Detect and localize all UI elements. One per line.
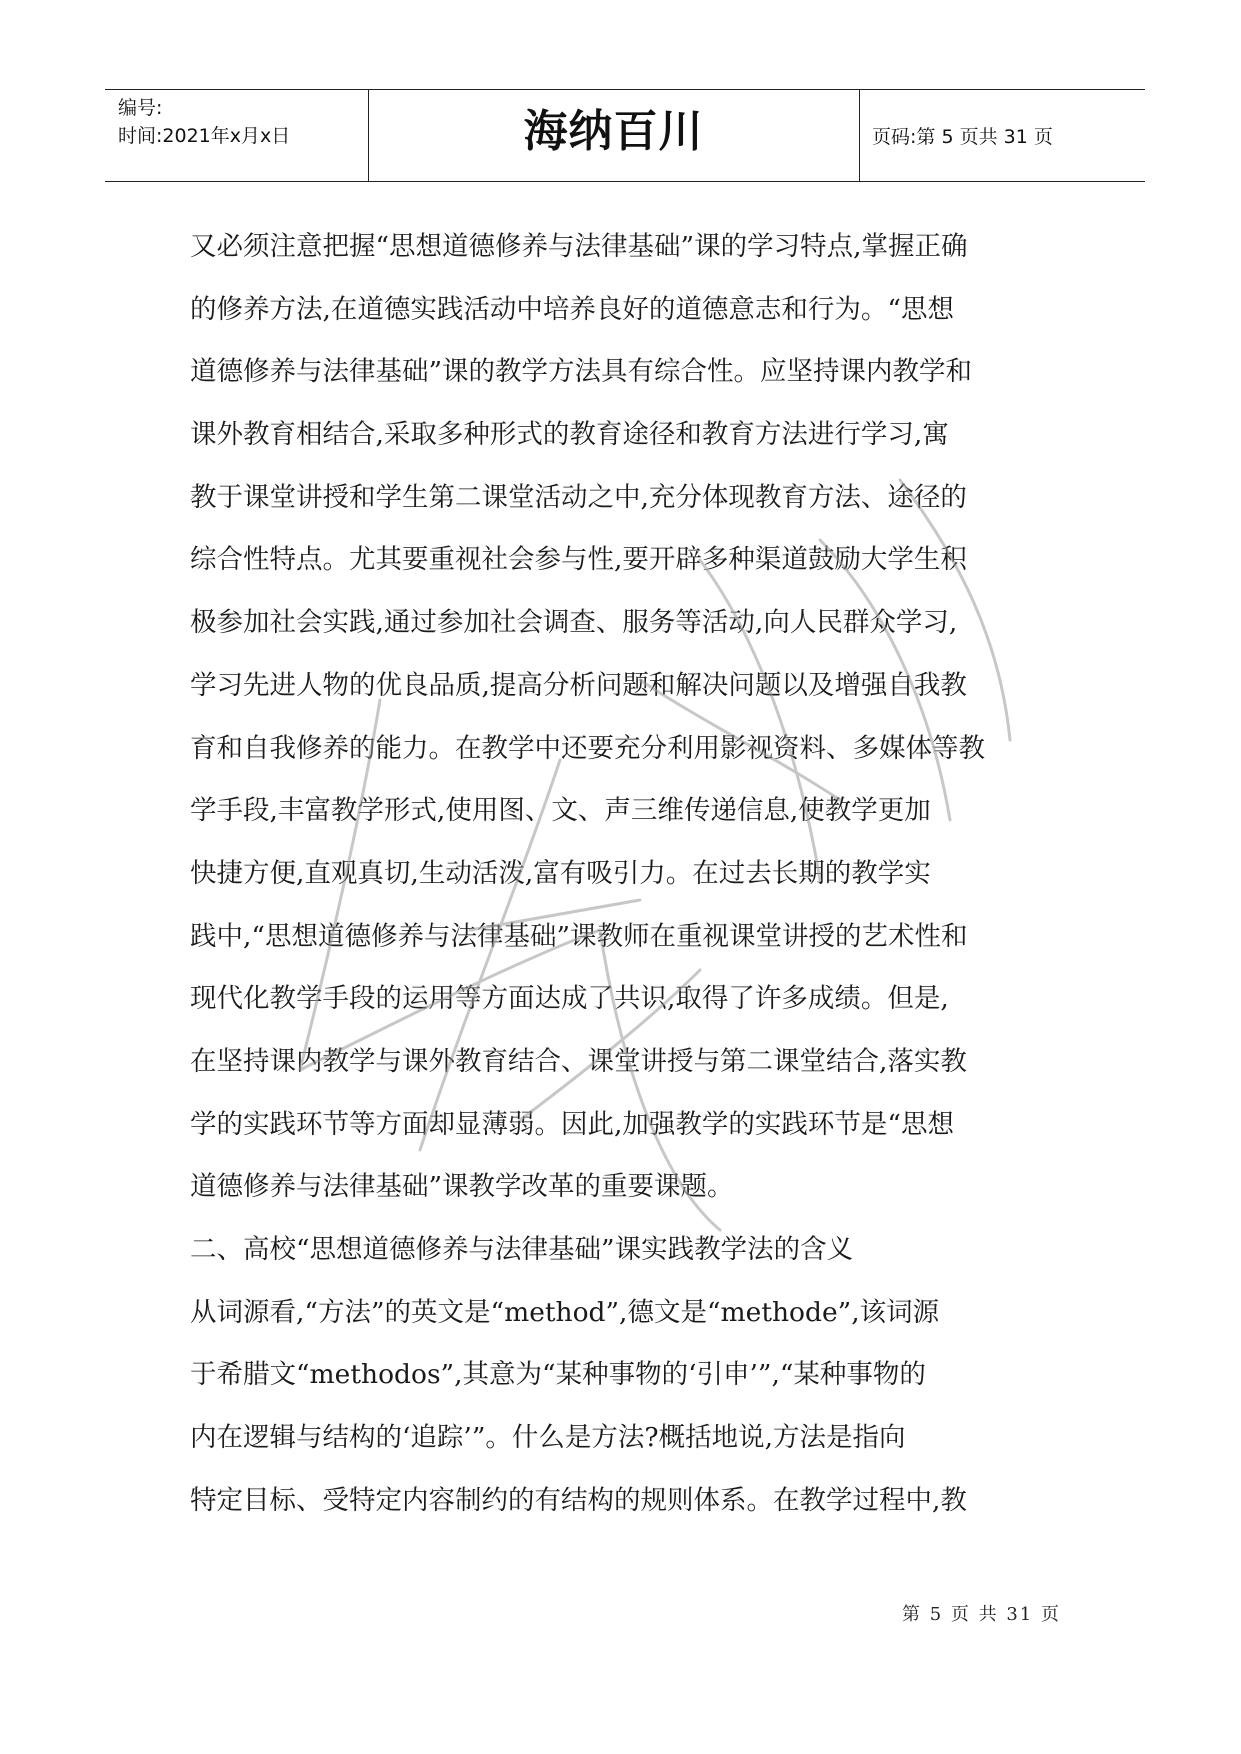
body-line: 特定目标、受特定内容制约的有结构的规则体系。在教学过程中,教 xyxy=(190,1484,967,1516)
body-line: 道德修养与法律基础”课的教学方法具有综合性。应坚持课内教学和 xyxy=(190,356,973,388)
header-page-label: 页码:第 5 页共 31 页 xyxy=(872,126,1053,148)
body-line: 学习先进人物的优良品质,提高分析问题和解决问题以及增强自我教 xyxy=(190,669,967,701)
body-line: 在坚持课内教学与课外教育结合、课堂讲授与第二课堂结合,落实教 xyxy=(190,1045,967,1077)
body-line: 践中,“思想道德修养与法律基础”课教师在重视课堂讲授的艺术性和 xyxy=(190,920,968,952)
body-line: 综合性特点。尤其要重视社会参与性,要开辟多种渠道鼓励大学生积 xyxy=(190,544,967,576)
header-left-block xyxy=(118,94,290,150)
body-line: 课外教育相结合,采取多种形式的教育途径和教育方法进行学习,寓 xyxy=(190,419,949,451)
header-divider-right xyxy=(859,89,860,181)
body-line: 育和自我修养的能力。在教学中还要充分利用影视资料、多媒体等教 xyxy=(190,732,985,764)
document-body xyxy=(190,216,1065,1532)
footer-page-number: 第 5 页 共 31 页 xyxy=(902,1604,1061,1625)
body-line: 学手段,丰富教学形式,使用图、文、声三维传递信息,使教学更加 xyxy=(190,795,931,827)
body-line: 教于课堂讲授和学生第二课堂活动之中,充分体现教育方法、途径的 xyxy=(190,481,967,513)
body-line: 于希腊文“methodos”,其意为“某种事物的‘引申’”,“某种事物的 xyxy=(190,1359,926,1391)
body-line: 道德修养与法律基础”课教学改革的重要课题。 xyxy=(190,1171,734,1203)
header-rule-top xyxy=(105,89,1145,90)
body-line: 内在逻辑与结构的‘追踪’”。什么是方法?概括地说,方法是指向 xyxy=(190,1422,906,1454)
body-line: 又必须注意把握“思想道德修养与法律基础”课的学习特点,掌握正确 xyxy=(190,231,968,262)
body-line: 极参加社会实践,通过参加社会调查、服务等活动,向人民群众学习, xyxy=(190,607,958,639)
body-line: 二、高校“思想道德修养与法律基础”课实践教学法的含义 xyxy=(190,1234,854,1265)
body-line: 学的实践环节等方面却显薄弱。因此,加强教学的实践环节是“思想 xyxy=(190,1108,954,1140)
body-line: 的修养方法,在道德实践活动中培养良好的道德意志和行为。“思想 xyxy=(190,293,954,325)
body-line: 从词源看,“方法”的英文是“method”,德文是“methode”,该词源 xyxy=(190,1296,940,1328)
body-line: 快捷方便,直观真切,生动活泼,富有吸引力。在过去长期的教学实 xyxy=(190,857,931,889)
document-time-label: 时间:2021年x月x日 xyxy=(118,125,291,147)
document-number-label: 编号: xyxy=(118,97,163,119)
header-rule-bottom xyxy=(105,181,1145,182)
header-title: 海纳百川 xyxy=(523,106,704,157)
body-line: 现代化教学手段的运用等方面达成了共识,取得了许多成绩。但是, xyxy=(190,983,949,1015)
